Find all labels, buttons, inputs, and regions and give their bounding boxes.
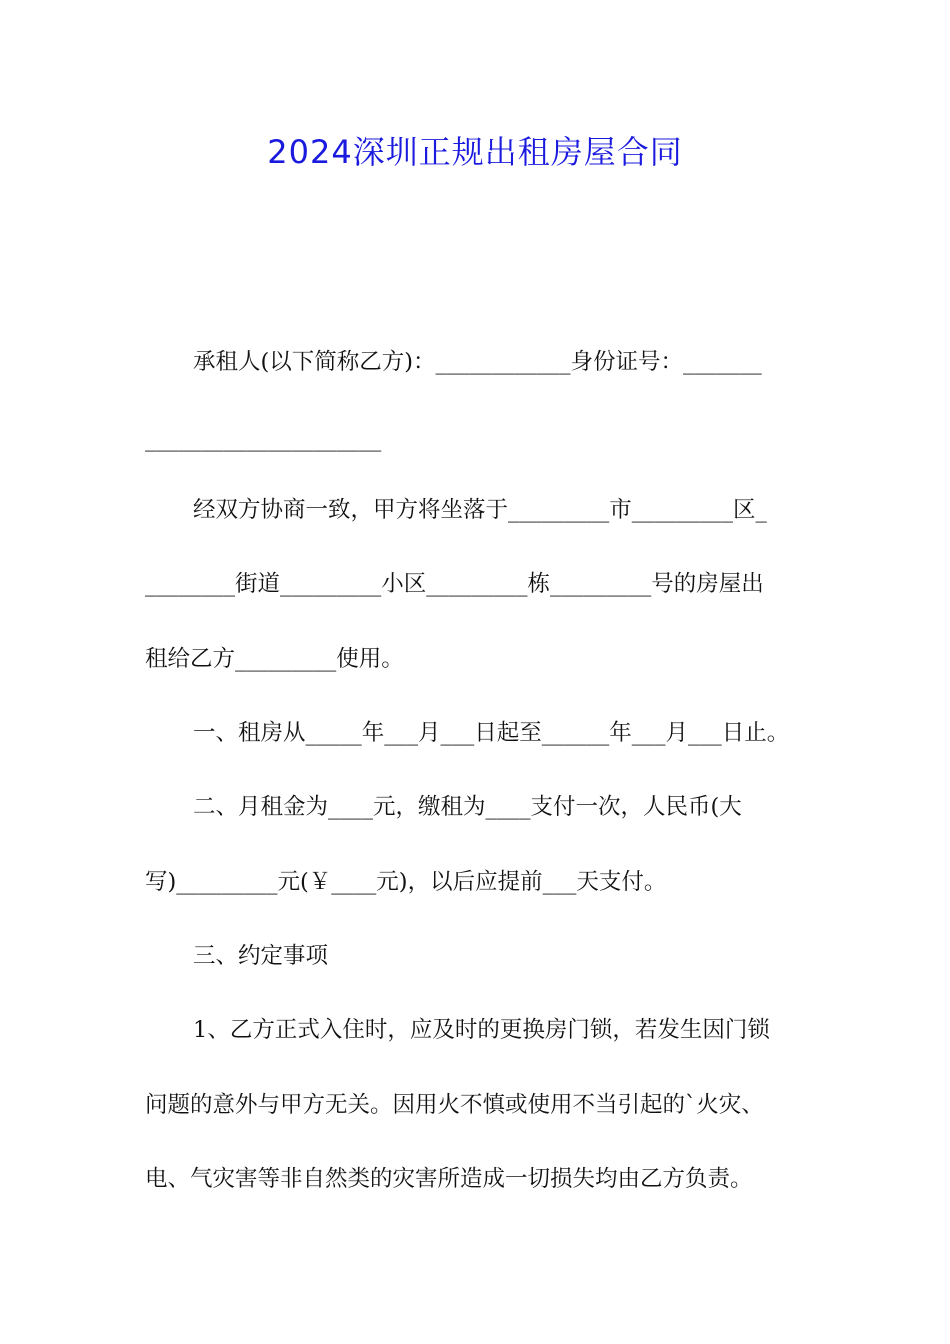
clause-2-rent-line-1: 二、月租金为____元，缴租为____支付一次，人民币(大: [193, 794, 742, 820]
item-1-line-2: 问题的意外与甲方无关。因用火不慎或使用不当引起的`火灾、: [145, 1092, 764, 1118]
property-location-line-2: ________街道_________小区_________栋_________号的房屋出: [145, 571, 764, 597]
item-1-line-1: 1、乙方正式入住时，应及时的更换房门锁，若发生因门锁: [193, 1017, 770, 1043]
clause-1-term: 一、租房从_____年___月___日起至______年___月___日止。: [193, 720, 790, 746]
property-location-line-3: 租给乙方_________使用。: [145, 646, 404, 672]
document-title: 2024深圳正规出租房屋合同: [267, 133, 683, 171]
tenant-line: 承租人(以下简称乙方)：____________身份证号：_______: [193, 349, 762, 375]
clause-2-rent-line-2: 写)_________元(￥____元)，以后应提前___天支付。: [145, 869, 667, 895]
id-number-continuation: _____________________: [145, 426, 382, 452]
property-location-line-1: 经双方协商一致，甲方将坐落于_________市_________区_: [193, 497, 767, 523]
item-1-line-3: 电、气灾害等非自然类的灾害所造成一切损失均由乙方负责。: [145, 1166, 753, 1192]
clause-3-heading: 三、约定事项: [193, 943, 329, 969]
